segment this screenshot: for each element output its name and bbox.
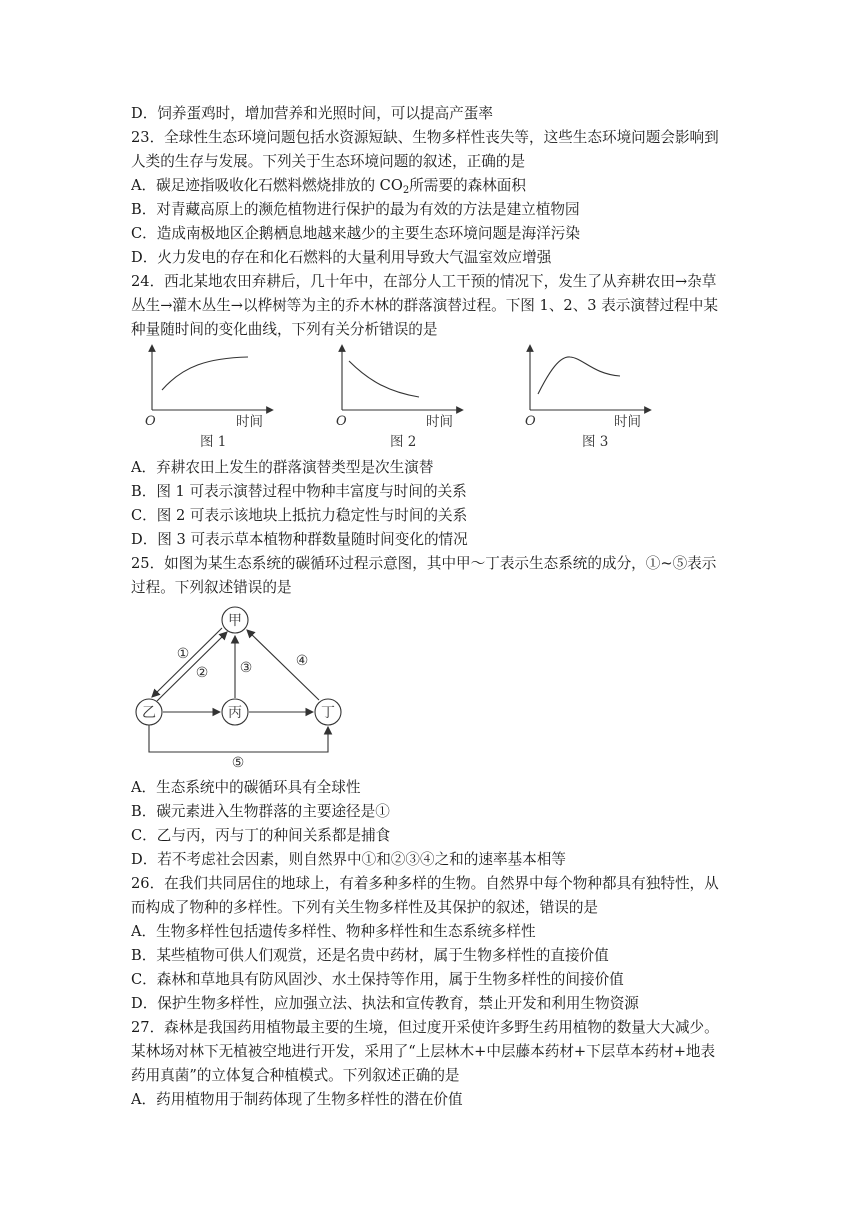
edge-label-2: ② — [195, 665, 209, 681]
svg-text:乙: 乙 — [142, 705, 156, 721]
q25-stem-line-2: 过程。下列叙述错误的是 — [131, 579, 292, 596]
q26-option-c: C．森林和草地具有防风固沙、水土保持等作用，属于生物多样性的间接价值 — [131, 971, 624, 988]
carbon-cycle-diagram — [128, 604, 358, 770]
q24-stem-line-1: 24．西北某地农田弃耕后，几十年中，在部分人工干预的情况下，发生了从弃耕农田→杂草 — [131, 273, 717, 290]
edge-1-line — [152, 628, 222, 697]
edge-2-line — [157, 632, 227, 701]
q26-stem-line-1: 26．在我们共同居住的地球上，有着多种多样的生物。自然界中每个物种都具有独特性，从 — [131, 875, 719, 892]
q23-stem-line-1: 23．全球性生态环境问题包括水资源短缺、生物多样性丧失等，这些生态环境问题会影响到 — [131, 129, 719, 146]
q26-option-b: B．某些植物可供人们观赏，还是名贵中药材，属于生物多样性的直接价值 — [131, 947, 609, 964]
q25-option-b: B．碳元素进入生物群落的主要途径是① — [131, 803, 390, 820]
graph-2-curve — [349, 361, 419, 397]
q24-option-c: C．图 2 可表示该地块上抵抗力稳定性与时间的关系 — [131, 507, 468, 524]
q24-stem-line-2: 丛生→灌木丛生→以桦树等为主的乔木林的群落演替过程。下图 1、2、3 表示演替过程中某 — [131, 297, 718, 314]
q24-stem-line-3: 种量随时间的变化曲线，下列有关分析错误的是 — [131, 321, 438, 338]
q24-option-d: D．图 3 可表示草本植物种群数量随时间变化的情况 — [131, 531, 468, 548]
q26-option-d: D．保护生物多样性，应加强立法、执法和宣传教育，禁止开发和利用生物资源 — [131, 995, 639, 1012]
edge-label-5: ⑤ — [231, 755, 245, 770]
q23-stem-line-2: 人类的生存与发展。下列关于生态环境问题的叙述，正确的是 — [131, 153, 526, 170]
q23-option-a-text: A．碳足迹指吸收化石燃料燃烧排放的 CO — [131, 177, 403, 194]
graph-2 — [336, 348, 460, 450]
q23-option-d: D．火力发电的存在和化石燃料的大量利用导致大气温室效应增强 — [131, 249, 552, 266]
q23-option-b: B．对青藏高原上的濒危植物进行保护的最为有效的方法是建立植物园 — [131, 201, 580, 218]
graph-3-origin: O — [525, 414, 536, 429]
q24-graphs-figure — [138, 344, 658, 454]
q23-option-c: C．造成南极地区企鹅栖息地越来越少的主要生态环境问题是海洋污染 — [131, 225, 580, 242]
q23-option-a-tail: 所需要的森林面积 — [409, 177, 526, 194]
q27-stem-line-3: 药用真菌”的立体复合种植模式。下列叙述正确的是 — [131, 1067, 460, 1084]
svg-text:丁: 丁 — [321, 705, 335, 721]
graph-3 — [525, 348, 648, 450]
q27-stem-line-1: 27．森林是我国药用植物最主要的生境，但过度开采使许多野生药用植物的数量大大减少。 — [131, 1019, 719, 1036]
node-yi — [136, 699, 162, 725]
graph-1-xlabel: 时间 — [236, 414, 263, 430]
svg-text:丙: 丙 — [228, 705, 242, 721]
graph-1-curve — [162, 357, 248, 390]
graph-2-origin: O — [336, 414, 347, 429]
q27-stem-line-2: 某林场对林下无植被空地进行开发，采用了“上层林木+中层藤本药材+下层草本药材+地表 — [131, 1043, 716, 1060]
q22-option-d: D．饲养蛋鸡时，增加营养和光照时间，可以提高产蛋率 — [131, 105, 493, 122]
q25-option-c: C．乙与丙，丙与丁的种间关系都是捕食 — [131, 827, 391, 844]
q23-option-a — [131, 175, 741, 197]
q26-option-a: A．生物多样性包括遗传多样性、物种多样性和生态系统多样性 — [131, 923, 536, 940]
node-bing — [222, 699, 248, 725]
node-ding — [315, 699, 341, 725]
graph-1-origin: O — [145, 414, 156, 429]
q25-stem-line-1: 25．如图为某生态系统的碳循环过程示意图，其中甲～丁表示生态系统的成分，①~⑤表示 — [131, 555, 717, 572]
q24-option-b: B．图 1 可表示演替过程中物种丰富度与时间的关系 — [131, 483, 467, 500]
co2-subscript: 2 — [402, 185, 410, 196]
graph-3-curve — [538, 357, 620, 394]
q24-option-a: A．弃耕农田上发生的群落演替类型是次生演替 — [131, 459, 434, 476]
node-jia — [222, 607, 248, 633]
q25-option-a: A．生态系统中的碳循环具有全球性 — [131, 779, 361, 796]
edge-label-1: ① — [176, 646, 190, 662]
q25-option-d: D．若不考虑社会因素，则自然界中①和②③④之和的速率基本相等 — [131, 851, 566, 868]
graph-3-xlabel: 时间 — [614, 414, 641, 430]
q26-stem-line-2: 而构成了物种的多样性。下列有关生物多样性及其保护的叙述，错误的是 — [131, 899, 599, 916]
edge-label-4: ④ — [295, 653, 309, 669]
graph-1 — [145, 348, 270, 450]
edge-5-line — [149, 725, 328, 752]
graph-1-caption: 图 1 — [200, 434, 227, 450]
q27-option-a: A．药用植物用于制药体现了生物多样性的潜在价值 — [131, 1091, 463, 1108]
edge-label-3: ③ — [239, 660, 253, 676]
graph-2-xlabel: 时间 — [426, 414, 453, 430]
svg-text:甲: 甲 — [228, 613, 242, 629]
graph-3-caption: 图 3 — [582, 434, 609, 450]
graph-2-caption: 图 2 — [390, 434, 417, 450]
